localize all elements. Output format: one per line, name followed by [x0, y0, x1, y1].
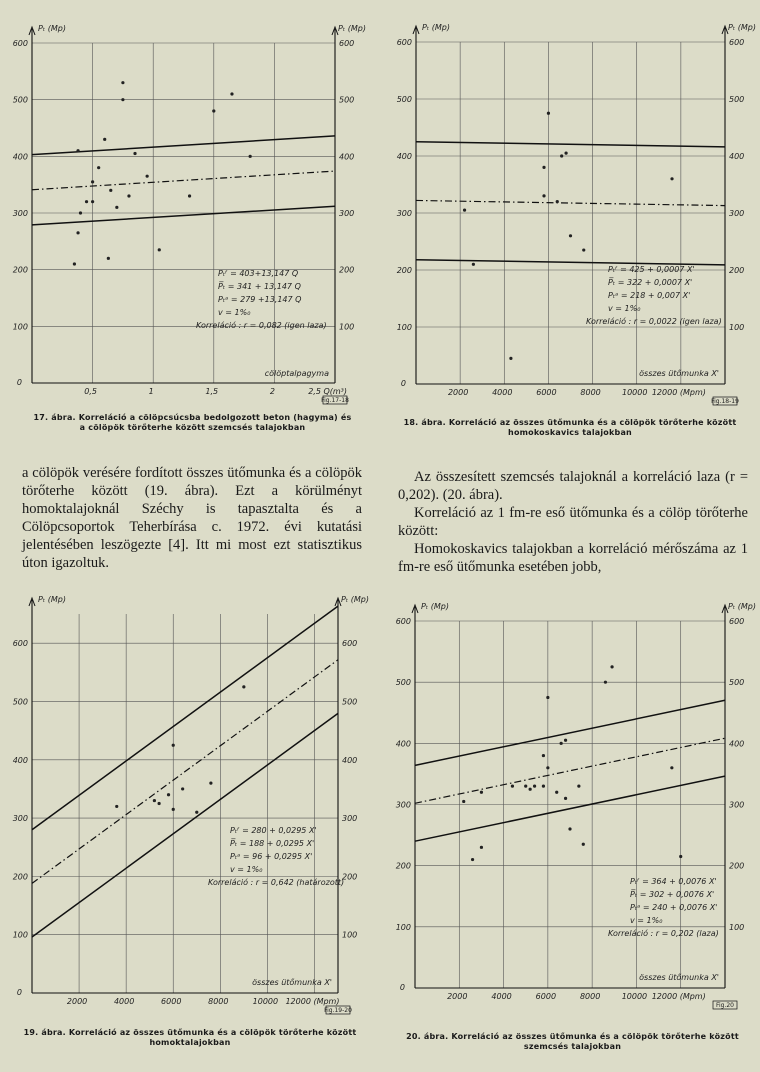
- x-tick-label: 2000: [447, 992, 468, 1001]
- data-point: [158, 248, 161, 251]
- equation-line: Pₜᵃ = 279 +13,147 Q: [218, 295, 302, 304]
- caption-17-line1: 17. ábra. Korreláció a cölöpcsúcsba bedolgozott beton (hagyma) és: [33, 413, 352, 422]
- data-point: [533, 785, 536, 788]
- origin-label: 0: [16, 378, 22, 387]
- origin-label: 0: [400, 379, 406, 388]
- y-tick-label-right: 200: [342, 872, 358, 882]
- data-point: [212, 109, 215, 112]
- chart-17: [0, 0, 380, 410]
- y-tick-label-left: 500: [395, 678, 411, 688]
- x-axis-label: összes ütőmunka X': [639, 369, 719, 378]
- figure-20: [380, 590, 760, 1072]
- data-point: [542, 754, 545, 757]
- data-point: [462, 800, 465, 803]
- data-point: [569, 234, 572, 237]
- equation-line: P̅ₜ = 302 + 0,0076 X': [630, 890, 715, 899]
- y-tick-label-left: 400: [12, 755, 28, 765]
- regression-line-upper: [416, 142, 725, 147]
- caption-20-line1: 20. ábra. Korreláció az összes ütőmunka és a cölöpök törőterhe között: [406, 1032, 739, 1041]
- caption-18-line1: 18. ábra. Korreláció az összes ütőmunka és a cölöpök törőterhe között: [403, 418, 737, 427]
- data-point: [577, 785, 580, 788]
- data-point: [181, 787, 184, 790]
- data-point: [115, 805, 118, 808]
- data-point: [524, 785, 527, 788]
- x-tick-label: 4000: [113, 997, 135, 1006]
- data-point: [610, 665, 613, 668]
- y-axis-label-right: Pₜ (Mp): [728, 23, 756, 32]
- equation-line: P̅ₜ = 341 + 13,147 Q: [218, 282, 301, 291]
- y-tick-label-left: 600: [12, 639, 28, 649]
- chart-18: [380, 0, 760, 410]
- y-tick-label-right: 600: [729, 617, 745, 626]
- equation-line: v = 1%₀: [608, 304, 641, 313]
- data-point: [471, 858, 474, 861]
- right-paragraph-2: Korreláció az 1 fm-re eső ütőmunka és a cölöp törőterhe között:: [398, 505, 748, 539]
- y-axis-label-right: Pₜ (Mp): [338, 24, 366, 33]
- equation-line: v = 1%₀: [230, 865, 263, 874]
- figure-tag: Fig.19-20: [324, 1007, 352, 1014]
- y-tick-label-left: 300: [12, 814, 28, 824]
- y-tick-label-right: 600: [729, 38, 745, 47]
- data-point: [209, 781, 212, 784]
- data-point: [542, 785, 545, 788]
- regression-line-lower: [32, 206, 335, 225]
- regression-line-mean: [32, 171, 335, 190]
- data-point: [91, 180, 94, 183]
- y-axis-label-right: Pₜ (Mp): [341, 595, 369, 604]
- y-axis-label-right: Pₜ (Mp): [728, 602, 756, 611]
- y-tick-label-left: 400: [395, 739, 411, 749]
- regression-line-lower: [415, 776, 725, 841]
- regression-line-upper: [415, 700, 725, 765]
- right-text-column: [398, 468, 748, 576]
- y-tick-label-right: 500: [729, 95, 745, 104]
- caption-18: [390, 418, 750, 438]
- x-tick-label: 10000: [621, 388, 648, 397]
- equation-line: Korreláció : r = 0,082 (igen laza): [196, 321, 327, 330]
- data-point: [115, 206, 118, 209]
- y-tick-label-left: 600: [395, 617, 411, 626]
- data-point: [133, 152, 136, 155]
- y-tick-label-right: 400: [729, 739, 745, 749]
- y-tick-label-left: 200: [395, 861, 411, 871]
- x-tick-label: 6000: [536, 388, 557, 397]
- x-tick-label: 8000: [579, 992, 601, 1001]
- x-tick-label: 2: [269, 387, 275, 396]
- data-point: [103, 138, 106, 141]
- data-point: [73, 262, 76, 265]
- y-tick-label-left: 200: [12, 265, 28, 275]
- data-point: [167, 793, 170, 796]
- y-tick-label-left: 500: [12, 95, 28, 105]
- y-tick-label-left: 100: [395, 922, 411, 932]
- y-tick-label-left: 600: [396, 38, 412, 47]
- data-point: [542, 194, 545, 197]
- y-tick-label-right: 100: [342, 930, 358, 940]
- x-tick-label: 2000: [66, 997, 88, 1006]
- y-tick-label-left: 200: [12, 872, 28, 882]
- y-axis-label-left: Pₜ (Mp): [422, 23, 450, 32]
- regression-line-upper: [32, 606, 338, 830]
- data-point: [153, 799, 156, 802]
- x-tick-label: 10000: [621, 992, 648, 1001]
- data-point: [542, 166, 545, 169]
- data-point: [121, 81, 124, 84]
- regression-line-mean: [416, 200, 725, 205]
- x-tick-label: 6000: [535, 992, 557, 1001]
- equation-line: Pₜᶠ = 280 + 0,0295 X': [230, 826, 317, 835]
- data-point: [568, 827, 571, 830]
- x-tick-label: 8000: [580, 388, 601, 397]
- caption-17-line2: a cölöpök törőterhe között szemcsés talajokban: [79, 423, 306, 432]
- data-point: [76, 231, 79, 234]
- right-paragraph-3: Homokoskavics talajokban a korreláció mérőszáma az 1 fm-re eső ütőmunka esetében jobb,: [398, 541, 748, 575]
- data-point: [242, 685, 245, 688]
- y-tick-label-left: 400: [12, 152, 28, 162]
- regression-line-mean: [415, 738, 725, 803]
- x-tick-label: 2000: [447, 388, 469, 397]
- data-point: [564, 739, 567, 742]
- y-tick-label-left: 300: [12, 209, 28, 218]
- y-tick-label-left: 500: [396, 95, 412, 104]
- figure-tag: Fig.17-18: [321, 397, 349, 404]
- data-point: [85, 200, 88, 203]
- y-tick-label-right: 300: [342, 814, 358, 824]
- data-point: [172, 808, 175, 811]
- y-tick-label-left: 600: [12, 39, 28, 48]
- y-axis-label-left: Pₜ (Mp): [38, 595, 66, 604]
- equation-line: P̅ₜ = 188 + 0,0295 X': [230, 839, 315, 848]
- left-paragraph: a cölöpök verésére fordított összes ütőmunka és a cölöpök törőterhe között (19. ábra). Ezt a körülményt homoktalajoknál Széchy is tapasztalta és a Cölöpcsoportok Teherbírása c. 1972. évi kutatási jelentésében leszögezte [4]. Itt mi most ezt statisztikus úton igazoltuk.: [22, 465, 362, 571]
- data-point: [582, 248, 585, 251]
- equation-line: Korreláció : r = 0,642 (határozott): [208, 878, 345, 887]
- data-point: [121, 98, 124, 101]
- data-point: [560, 742, 563, 745]
- equation-line: Pₜᵃ = 240 + 0,0076 X': [630, 903, 718, 912]
- x-tick-label: 12000 (Mpm): [285, 997, 340, 1006]
- data-point: [158, 802, 161, 805]
- data-point: [582, 843, 585, 846]
- left-text-column: [22, 464, 362, 572]
- y-tick-label-right: 400: [342, 755, 358, 765]
- data-point: [546, 696, 549, 699]
- x-axis-unit: 2,5 Q(m³): [308, 387, 347, 396]
- caption-19-line2: homoktalajokban: [149, 1038, 231, 1047]
- chart-19: [0, 590, 380, 1030]
- data-point: [463, 209, 466, 212]
- data-point: [529, 788, 532, 791]
- x-tick-label: 1,5: [205, 387, 219, 396]
- y-tick-label-right: 300: [339, 209, 355, 218]
- x-tick-label: 6000: [161, 997, 182, 1006]
- chart-20: [380, 590, 760, 1030]
- data-point: [146, 175, 149, 178]
- y-tick-label-right: 500: [339, 95, 355, 105]
- y-tick-label-right: 100: [729, 323, 745, 332]
- right-paragraph-1: Az összesített szemcsés talajoknál a korreláció laza (r = 0,202). (20. ábra).: [398, 469, 748, 503]
- data-point: [195, 811, 198, 814]
- data-point: [188, 194, 191, 197]
- data-point: [249, 155, 252, 158]
- x-axis-label: összes ütőmunka X': [252, 978, 332, 987]
- caption-20: [390, 1032, 755, 1052]
- data-point: [604, 681, 607, 684]
- y-tick-label-left: 300: [395, 800, 411, 810]
- y-tick-label-left: 100: [12, 322, 28, 332]
- equation-line: Pₜᶠ = 364 + 0,0076 X': [630, 877, 717, 886]
- x-tick-label: 8000: [208, 997, 229, 1006]
- data-point: [670, 766, 673, 769]
- x-tick-label: 12000 (Mpm): [651, 992, 706, 1001]
- data-point: [97, 166, 100, 169]
- equation-line: Pₜᶠ = 425 + 0,0007 X': [608, 265, 695, 274]
- data-point: [472, 263, 475, 266]
- figure-tag: Fig.20: [715, 1002, 735, 1009]
- y-tick-label-right: 400: [729, 152, 745, 161]
- data-point: [509, 357, 512, 360]
- x-tick-label: 4000: [491, 992, 512, 1001]
- data-point: [480, 846, 483, 849]
- y-tick-label-right: 200: [729, 266, 745, 275]
- data-point: [127, 194, 130, 197]
- data-point: [560, 154, 563, 157]
- origin-label: 0: [399, 983, 405, 992]
- equation-line: Pₜᶠ = 403+13,147 Q: [218, 269, 299, 278]
- equation-line: Korreláció : r = 0,202 (laza): [608, 929, 719, 938]
- y-tick-label-right: 600: [339, 39, 355, 48]
- data-point: [679, 855, 682, 858]
- y-axis-label-left: Pₜ (Mp): [38, 24, 66, 33]
- caption-17: [15, 413, 370, 433]
- equation-line: v = 1%₀: [630, 916, 663, 925]
- equation-line: Pₜᵃ = 96 + 0,0295 X': [230, 852, 313, 861]
- data-point: [546, 766, 549, 769]
- figure-18: [380, 0, 760, 445]
- data-point: [547, 112, 550, 115]
- data-point: [564, 152, 567, 155]
- y-tick-label-right: 300: [729, 209, 745, 218]
- y-tick-label-right: 300: [729, 800, 745, 810]
- data-point: [76, 149, 79, 152]
- x-axis-label: összes ütőmunka X': [639, 973, 719, 982]
- x-tick-label: 1: [148, 387, 154, 396]
- equation-line: Korreláció : r = 0,0022 (igen laza): [586, 317, 722, 326]
- y-tick-label-left: 200: [396, 266, 412, 275]
- y-axis-label-left: Pₜ (Mp): [421, 602, 449, 611]
- caption-20-line2: szemcsés talajokban: [523, 1042, 622, 1051]
- data-point: [511, 785, 514, 788]
- x-tick-label: 10000: [252, 997, 279, 1006]
- figure-19: [0, 590, 380, 1072]
- x-tick-label: 4000: [492, 388, 513, 397]
- data-point: [91, 200, 94, 203]
- y-tick-label-right: 500: [729, 678, 745, 688]
- figure-17: [0, 0, 380, 445]
- y-tick-label-left: 400: [396, 152, 412, 161]
- data-point: [79, 211, 82, 214]
- caption-19: [10, 1028, 370, 1048]
- data-point: [555, 791, 558, 794]
- origin-label: 0: [16, 988, 22, 997]
- equation-line: Pₜᵃ = 218 + 0,007 X': [608, 291, 691, 300]
- data-point: [230, 92, 233, 95]
- y-tick-label-right: 100: [729, 922, 745, 932]
- x-tick-label: 12000 (Mpm): [651, 388, 706, 397]
- y-tick-label-right: 400: [339, 152, 355, 162]
- figure-tag: Fig.18-19: [711, 398, 739, 405]
- y-tick-label-left: 100: [12, 930, 28, 940]
- y-tick-label-right: 500: [342, 697, 358, 707]
- y-tick-label-left: 300: [396, 209, 412, 218]
- equation-line: P̅ₜ = 322 + 0,0007 X': [608, 278, 693, 287]
- caption-18-line2: homokoskavics talajokban: [508, 428, 632, 437]
- equation-line: v = 1%₀: [218, 308, 251, 317]
- data-point: [107, 257, 110, 260]
- data-point: [670, 177, 673, 180]
- y-tick-label-left: 100: [396, 323, 412, 332]
- regression-line-mean: [32, 660, 338, 884]
- y-tick-label-right: 200: [339, 265, 355, 275]
- data-point: [556, 200, 559, 203]
- x-axis-label: cölöptalpagyma: [264, 369, 329, 378]
- data-point: [172, 744, 175, 747]
- caption-19-line1: 19. ábra. Korreláció az összes ütőmunka és a cölöpök törőterhe között: [23, 1028, 357, 1037]
- data-point: [109, 189, 112, 192]
- x-tick-label: 0,5: [84, 387, 97, 396]
- data-point: [564, 797, 567, 800]
- data-point: [480, 791, 483, 794]
- y-tick-label-right: 600: [342, 639, 358, 649]
- y-tick-label-right: 100: [339, 322, 355, 332]
- y-tick-label-left: 500: [12, 697, 28, 707]
- y-tick-label-right: 200: [729, 861, 745, 871]
